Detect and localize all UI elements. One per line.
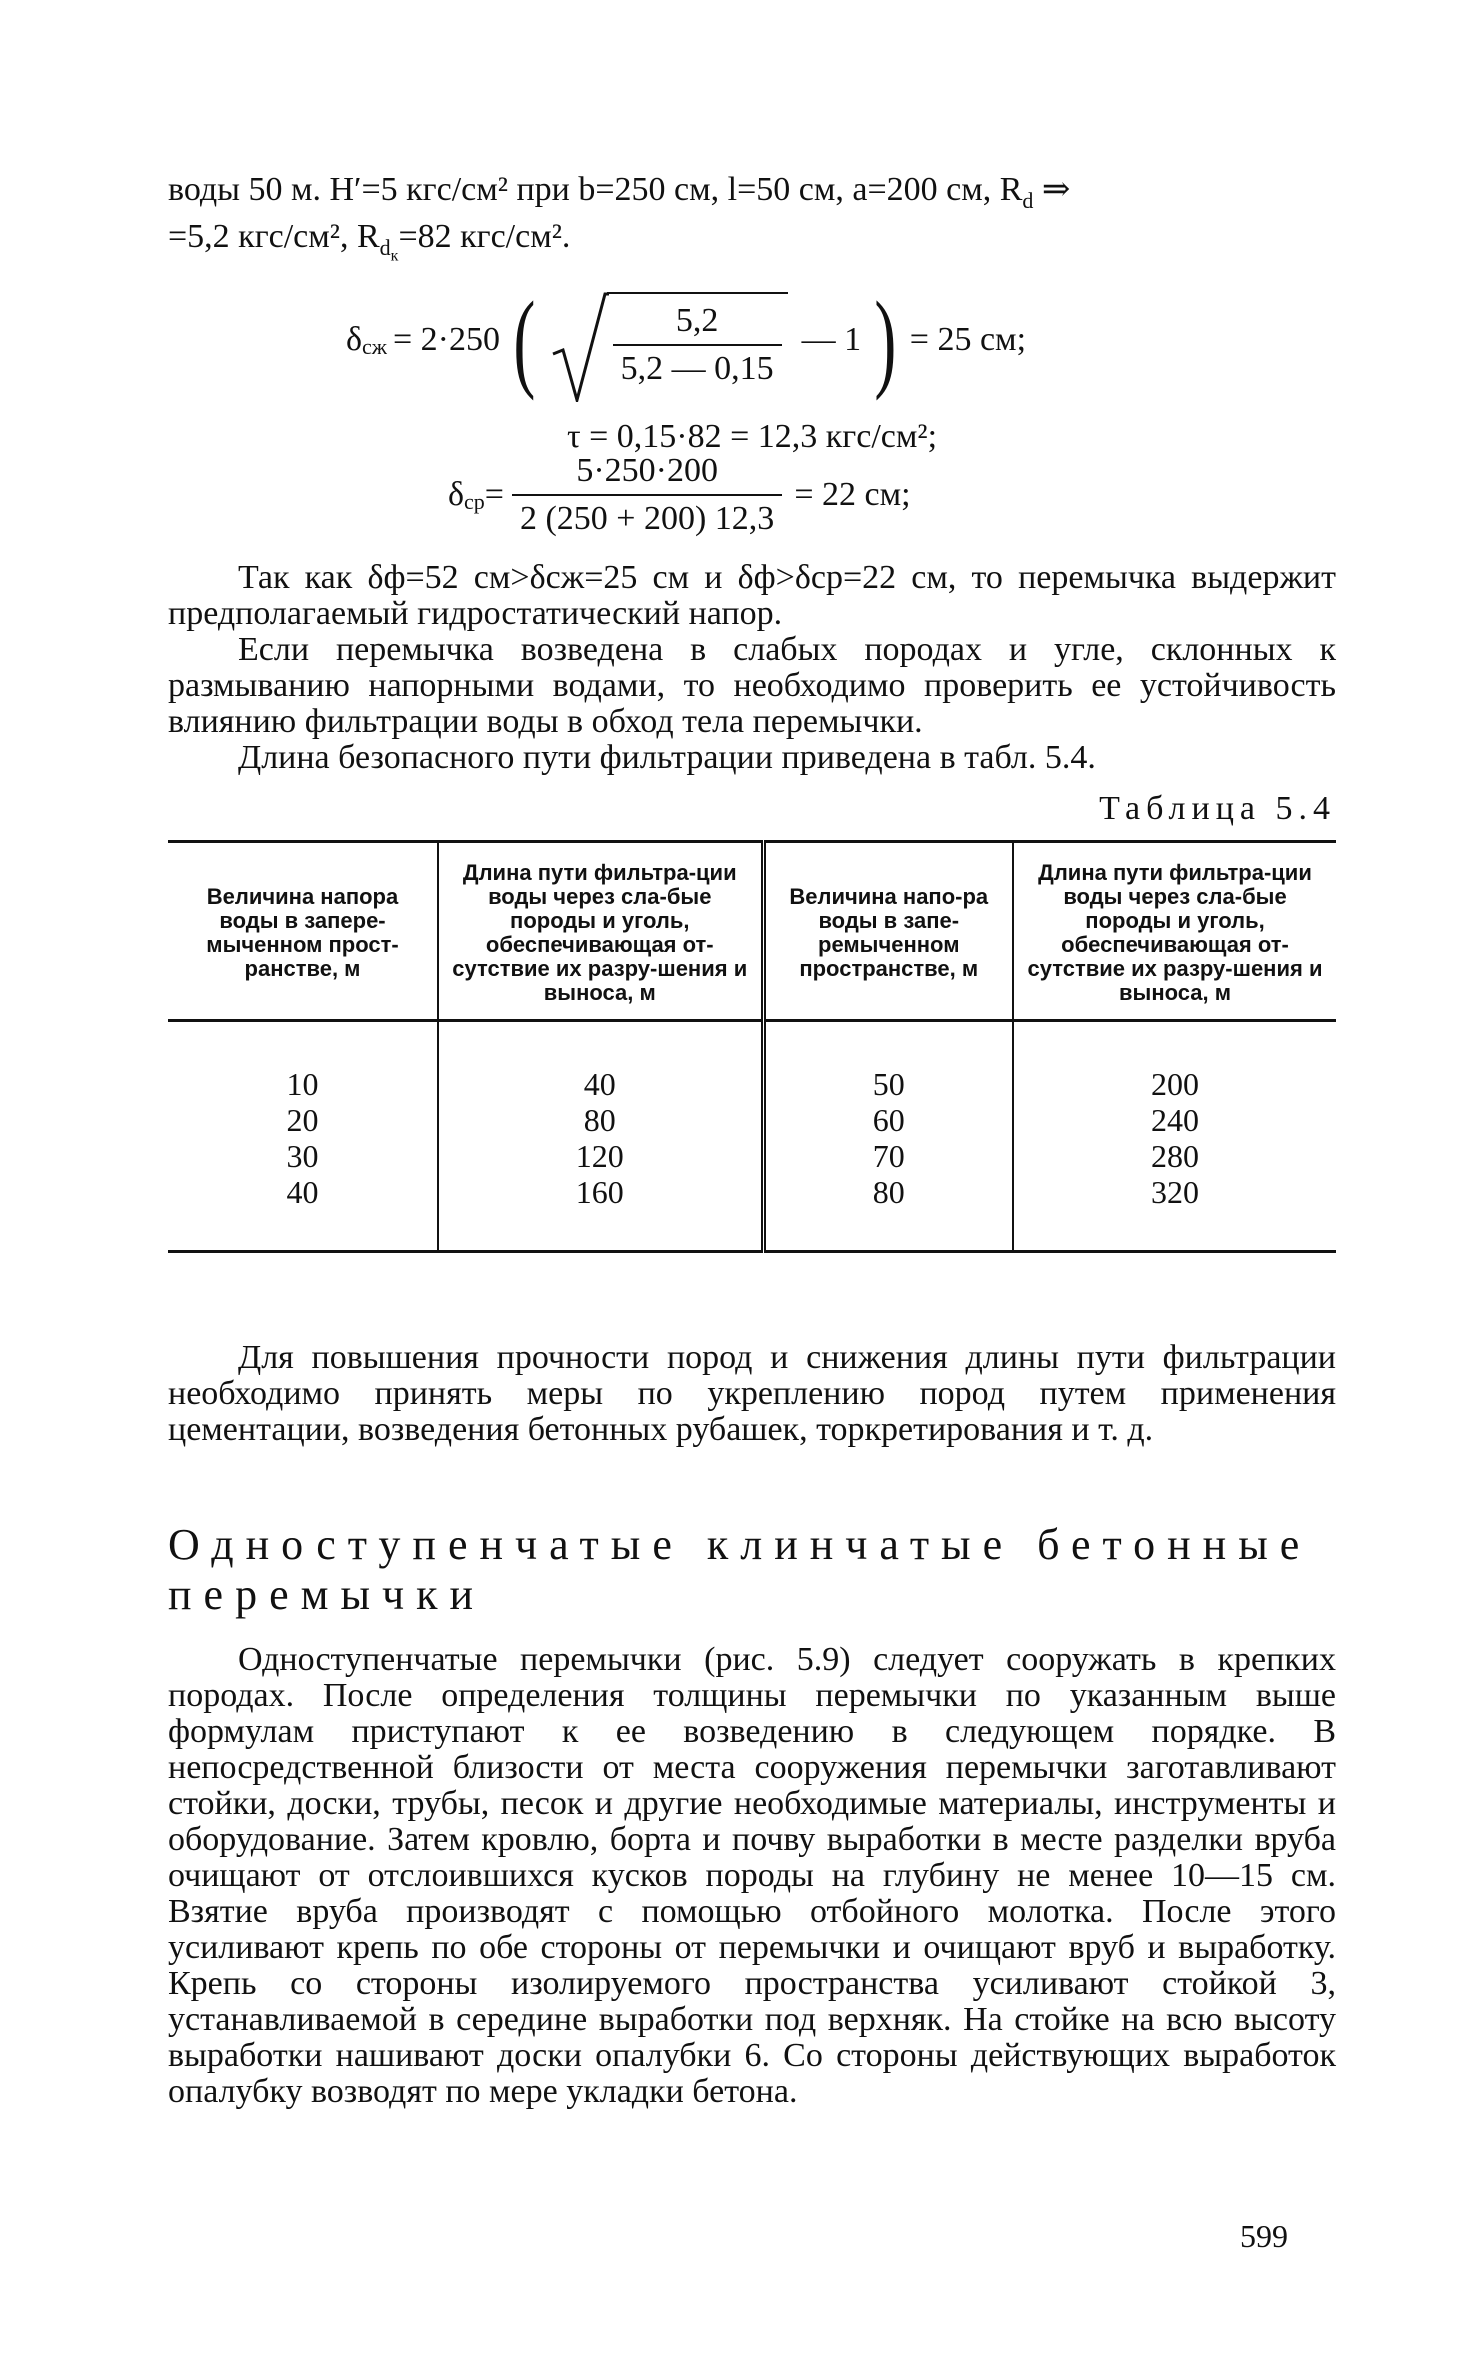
body-text-after-table (168, 1340, 1336, 1448)
paragraph-2: Если перемычка возведена в слабых породах и угле, склонных к размыванию напорными водами, то необходимо проверить ее устойчивость влиянию фильтрации воды в обход тела перемычки. (168, 631, 1336, 740)
table-header-row (168, 842, 1336, 1021)
f1-eq: = 2·250 (393, 321, 500, 358)
f3-fraction (512, 452, 782, 538)
f3-denominator: 2 (250 + 200) 12,3 (519, 500, 775, 537)
table-cell: 60 (763, 1102, 1013, 1138)
f1-fraction (613, 302, 782, 388)
section-body (168, 1642, 1336, 2110)
table-cell: 120 (438, 1138, 763, 1174)
header-cell: Длина пути фильтра-ции воды через сла-бые породы и уголь, обеспечивающая от-сутствие их разру-шения и выноса, м (438, 842, 763, 1021)
f1-numerator: 5,2 (613, 302, 782, 346)
table-cell: 80 (438, 1102, 763, 1138)
table-5-4 (168, 840, 1336, 1253)
table-cell: 20 (286, 1102, 319, 1138)
page-number: 599 (1240, 2218, 1288, 2254)
square-root (549, 292, 788, 388)
left-paren: ( (513, 279, 536, 401)
intro-line-2b: =82 кгс/см². (398, 217, 571, 255)
table-cell: 280 (1013, 1138, 1336, 1174)
table-row (168, 1021, 1336, 1103)
table-row (168, 1138, 1336, 1174)
table-cell: 80 (763, 1174, 1013, 1252)
table-cell: 40 (168, 1174, 438, 1252)
f1-denominator: 5,2 — 0,15 (620, 350, 774, 387)
intro-text (168, 172, 1336, 274)
rd-subscript: d (1022, 187, 1034, 213)
header-cell: Длина пути фильтра-ции воды через сла-бые породы и уголь, обеспечивающая от-сутствие их разру-шения и выноса, м (1013, 842, 1336, 1021)
intro-line-1: воды 50 м. H′=5 кгс/см² при b=250 см, l=50 см, a=200 см, R (168, 171, 1023, 208)
body-text-top (168, 560, 1336, 776)
table-cell: 320 (1013, 1174, 1336, 1252)
rdk-subscript: d (379, 234, 391, 260)
f3-lhs: δ (448, 476, 465, 513)
header-cell: Величина напора воды в запере-мыченном прост-ранстве, м (168, 842, 438, 1021)
table-cell: 240 (1013, 1102, 1336, 1138)
f3-result: = 22 см; (794, 476, 911, 513)
f3-numerator: 5·250·200 (512, 452, 782, 496)
section-paragraph: Одноступенчатые перемычки (рис. 5.9) следует сооружать в крепких породах. После определения толщины перемычки по указанным выше формулам приступают к ее возведению в следующем порядке. В непосредственной близости от места сооружения перемычки заготавливают стойки, доски, трубы, песок и другие необходимые материалы, инструменты и оборудование. Затем кровлю, борта и почву выработки в месте разделки вруба очищают от отслоившихся кусков породы на глубину не менее 10—15 см. Взятие вруба производят с помощью отбойного молотка. После этого усиливают крепь по обе стороны от перемычки и очищают вруб и выработку. Крепь со стороны изолируемого пространства усиливают стойкой 3, устанавливаемой в середине выработки под верхняк. На стойке на всю высоту выработки нашивают доски опалубки 6. Со стороны действующих выработок опалубку возводят по мере укладки бетона. (168, 1641, 1336, 2110)
table-row (168, 1102, 1336, 1138)
formula-tau (168, 418, 1336, 456)
f1-lhs: δ (346, 321, 363, 358)
table-cell: 200 (1013, 1021, 1336, 1103)
f3-eq: = (484, 476, 504, 513)
intro-line-2a: =5,2 кгс/см², R (168, 217, 380, 255)
right-paren: ) (874, 279, 897, 401)
paragraph-1: Так как δф=52 см>δсж=25 см и δф>δср=22 см, то перемычка выдержит предполагаемый гидростатический напор. (168, 559, 1336, 632)
f1-lhs-sub: сж (362, 334, 387, 359)
f3-lhs-sub: ср (464, 489, 485, 514)
table-row (168, 1174, 1336, 1252)
table-cell: 40 (438, 1021, 763, 1103)
paragraph-after-table: Для повышения прочности пород и снижения длины пути фильтрации необходимо принять меры по укреплению пород путем применения цементации, возведения бетонных рубашек, торкретирования и т. д. (168, 1339, 1336, 1448)
rdk-subsubscript: к (390, 246, 399, 264)
table-cell: 160 (438, 1174, 763, 1252)
paragraph-3: Длина безопасного пути фильтрации приведена в табл. 5.4. (238, 739, 1096, 776)
table-cell: 30 (286, 1138, 319, 1174)
intro-arrow: ⇒ (1033, 171, 1071, 208)
formula-delta-szh (168, 270, 1336, 401)
section-heading-block (168, 1520, 1336, 1620)
f1-minus-one: — 1 (801, 321, 862, 358)
f2-text: τ = 0,15·82 = 12,3 кгс/см²; (566, 418, 938, 455)
header-cell: Величина напо-ра воды в запе-ремыченном пространстве, м (763, 842, 1013, 1021)
table-caption: Таблица 5.4 (1099, 790, 1336, 827)
table-cell: 50 (763, 1021, 1013, 1103)
table-cell: 10 (286, 1066, 319, 1102)
radical-sign-icon (549, 292, 609, 402)
table-cell: 70 (763, 1138, 1013, 1174)
section-heading: Одноступенчатые клинчатые бетонные перемычки (168, 1520, 1312, 1619)
f1-result: = 25 см; (909, 321, 1027, 358)
